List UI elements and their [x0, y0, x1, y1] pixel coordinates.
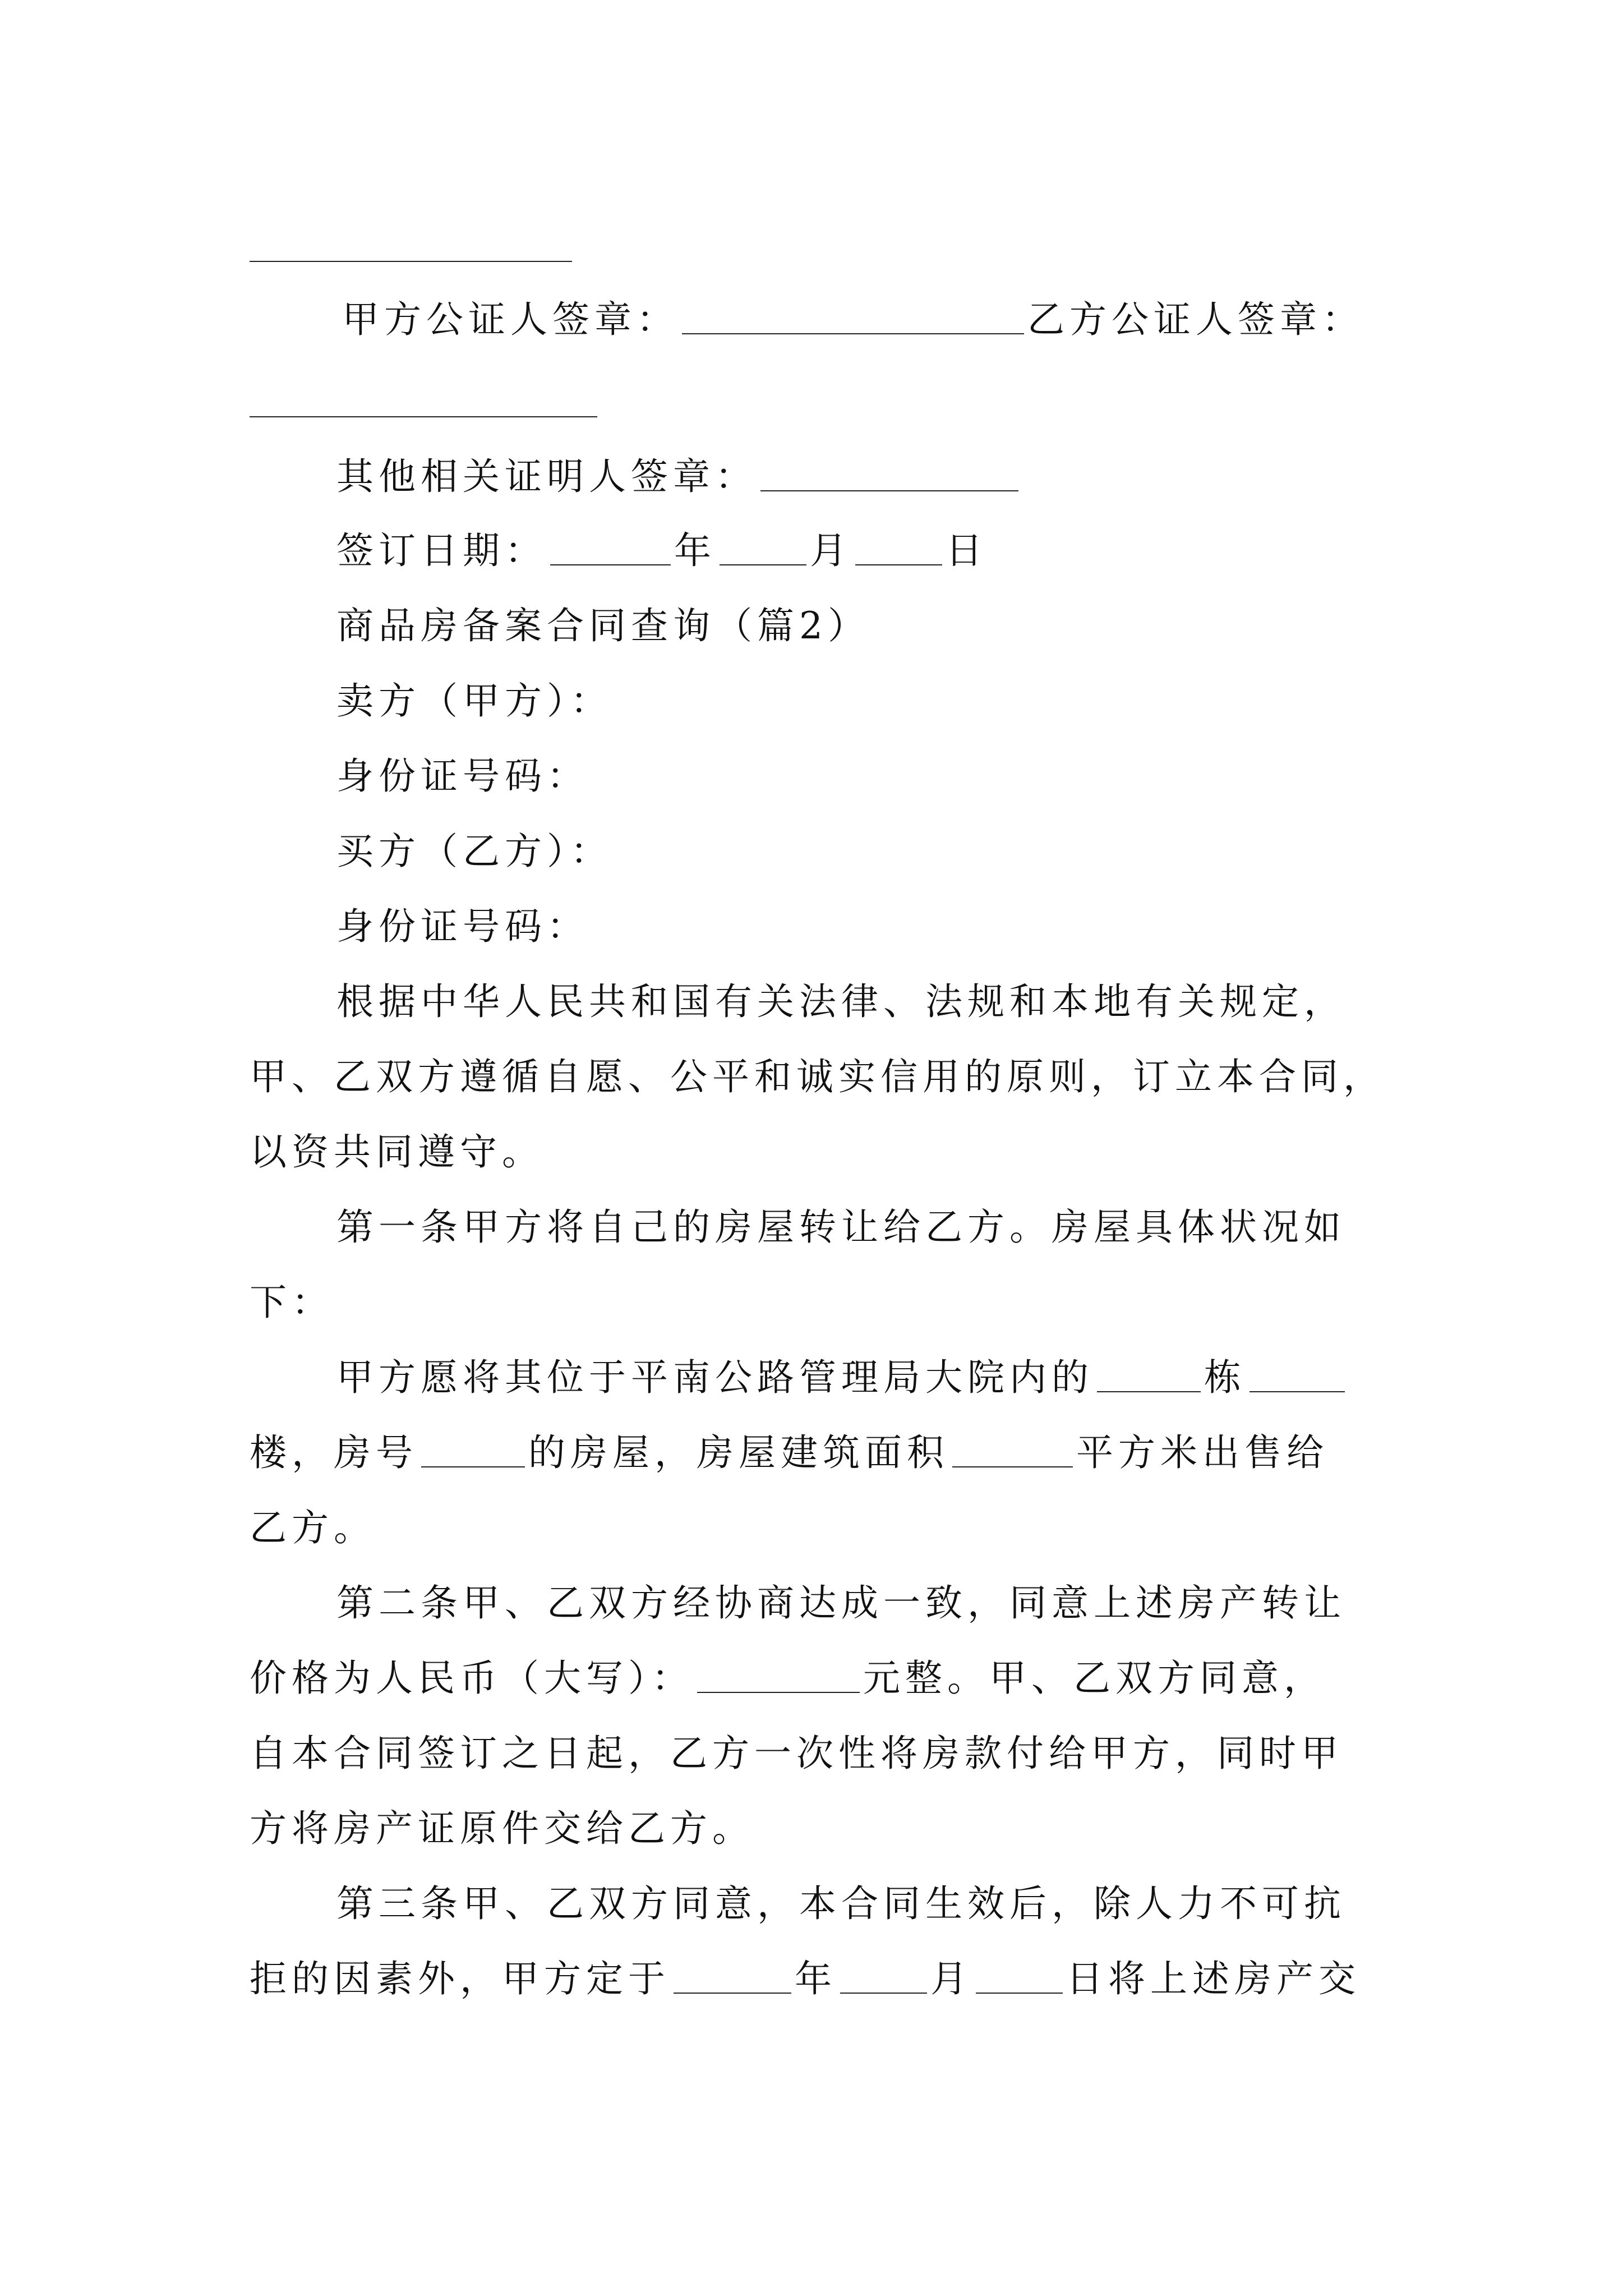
handover-day-blank: [976, 1961, 1063, 1994]
year-label: 年: [674, 529, 716, 572]
paragraph-line: 方将房产证原件交给乙方。: [250, 1807, 754, 1850]
seller-label: 卖方（甲方）：: [336, 679, 612, 723]
month-label: 月: [810, 529, 852, 572]
handover-month-label: 月: [930, 1957, 972, 2000]
floor-blank: [1249, 1360, 1345, 1392]
paragraph-line: [250, 1957, 1388, 2001]
month-blank: [720, 533, 806, 565]
signature-line: [250, 416, 597, 417]
paragraph-line: 甲、乙双方遵循自愿、公平和诚实信用的原则，订立本合同，: [250, 1055, 1385, 1098]
section-title: 商品房备案合同查询（篇2）: [336, 604, 870, 647]
signature-line: [250, 261, 572, 262]
price-suffix-text: 元整。甲、乙双方同意，: [863, 1657, 1326, 1700]
party-a-notary-blank: [682, 302, 1024, 334]
handover-text: 拒的因素外，甲方定于: [250, 1957, 670, 2000]
party-b-notary-label: 乙方公证人签章：: [1027, 298, 1364, 341]
witness-label: 其他相关证明人签章：: [336, 455, 757, 498]
notary-signature-row: [342, 297, 1408, 342]
handover-month-blank: [840, 1961, 927, 1994]
handover-year-label: 年: [795, 1957, 837, 2000]
price-label: 价格为人民币（大写）：: [250, 1657, 694, 1700]
witness-signature-row: [336, 454, 1402, 499]
price-blank: [697, 1660, 860, 1693]
paragraph-line: 第一条甲方将自己的房屋转让给乙方。房屋具体状况如: [336, 1205, 1346, 1249]
room-number-label: 楼，房号: [250, 1431, 418, 1474]
signing-date-label: 签订日期：: [336, 529, 547, 572]
paragraph-line: 下：: [250, 1281, 334, 1324]
buyer-id-label: 身份证号码：: [336, 905, 589, 948]
paragraph-line: 根据中华人民共和国有关法律、法规和本地有关规定，: [336, 980, 1346, 1023]
paragraph-line: [250, 1430, 1388, 1475]
witness-blank: [760, 459, 1018, 491]
handover-year-blank: [674, 1961, 791, 1994]
year-blank: [550, 533, 671, 565]
paragraph-line: [250, 1656, 1388, 1701]
signing-date-row: [336, 528, 1402, 573]
buyer-label: 买方（乙方）：: [336, 830, 612, 873]
paragraph-line: 自本合同签订之日起，乙方一次性将房款付给甲方，同时甲: [250, 1732, 1343, 1775]
paragraph-line: 以资共同遵守。: [250, 1130, 544, 1174]
area-text: 的房屋，房屋建筑面积: [528, 1431, 949, 1474]
paragraph-line: 乙方。: [250, 1506, 376, 1549]
property-location-text: 甲方愿将其位于平南公路管理局大院内的: [336, 1356, 1094, 1399]
area-blank: [952, 1435, 1073, 1467]
seller-id-label: 身份证号码：: [336, 754, 589, 798]
day-blank: [855, 533, 942, 565]
handover-suffix-text: 日将上述房产交: [1066, 1957, 1361, 2000]
building-label: 栋: [1204, 1356, 1246, 1399]
room-number-blank: [421, 1435, 525, 1467]
paragraph-line: [336, 1355, 1402, 1400]
building-blank: [1097, 1360, 1201, 1392]
paragraph-line: 第三条甲、乙双方同意，本合同生效后，除人力不可抗: [336, 1882, 1346, 1925]
area-unit-text: 平方米出售给: [1076, 1431, 1329, 1474]
paragraph-line: 第二条甲、乙双方经协商达成一致，同意上述房产转让: [336, 1581, 1346, 1625]
day-label: 日: [946, 529, 988, 572]
party-a-notary-label: 甲方公证人签章：: [342, 298, 679, 341]
